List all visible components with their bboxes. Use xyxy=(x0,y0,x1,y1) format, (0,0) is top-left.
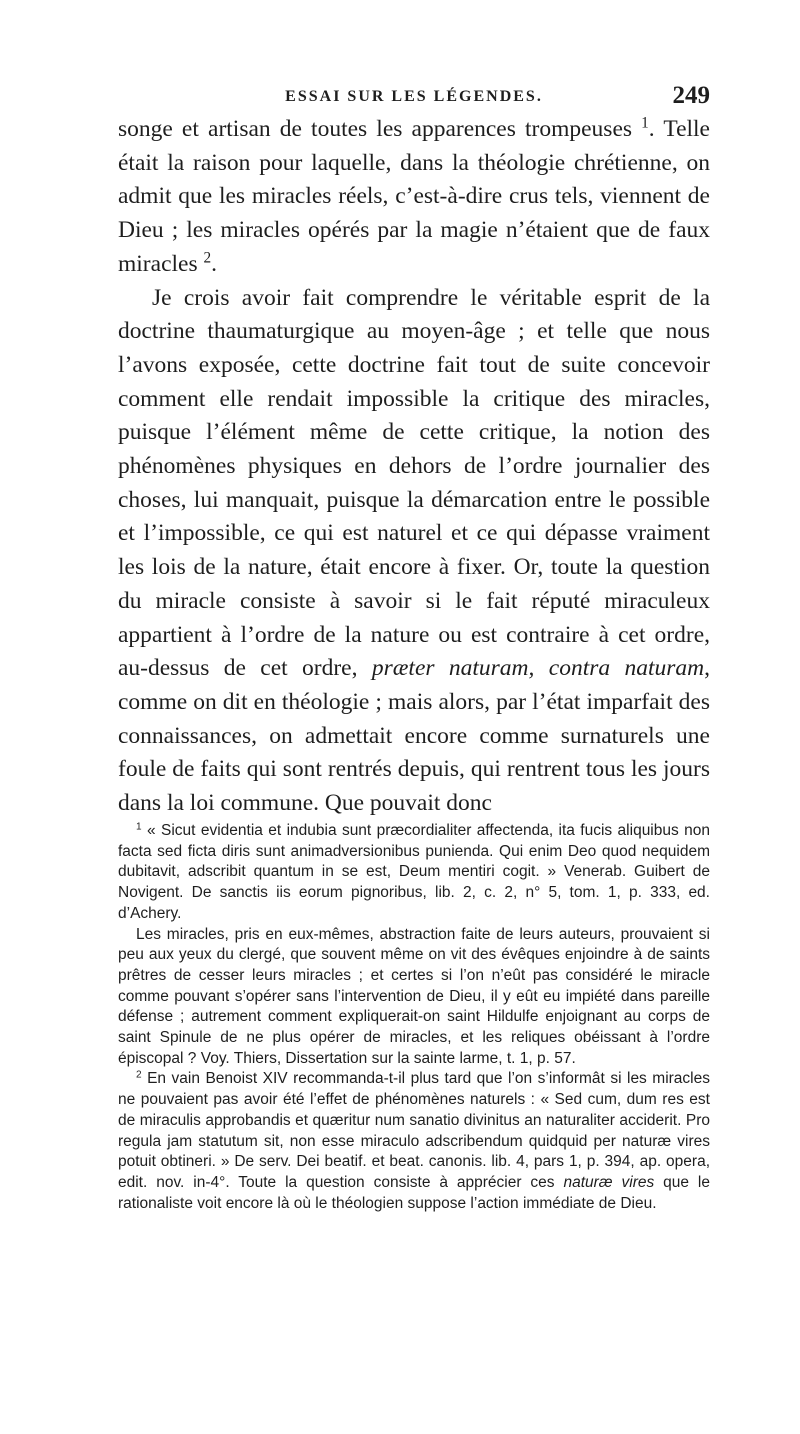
footnote-ref-2: 2 xyxy=(203,249,212,267)
footnote-1-text: « Sicut evidentia et indubia sunt præcordialiter affectenda, ita fucis aliquibus non facta sed ficta diris sunt animadversionibus punienda. Qui enim Deo quod nequidem dubitavit, adscribit quantum in se est, Deum mentiri cogit. » Venerab. Guibert de Novigent. De sanctis iis eorum pignoribus, lib. 2, c. 2, n° 5, tom. 1, p. 333, ed. d’Achery. xyxy=(118,822,710,922)
footnote-1-continuation: Les miracles, pris en eux-mêmes, abstraction faite de leurs auteurs, prouvaient si peu aux yeux du clergé, que souvent même on vit des évêques enjoindre à de saints prêtres de cesser leurs miracles ; et certes si l’on n’eût pas considéré le miracle comme pouvant s’opérer sans l’intervention de Dieu, il y eût eu impiété dans pareille défense ; autrement comment expliquerait-on saint Hildulfe enjoignant au corps de saint Spinule de ne plus opérer de miracles, et les reliques obéissant à l’ordre épiscopal ? Voy. Thiers, Dissertation sur la sainte larme, t. 1, p. 57. xyxy=(118,925,710,1067)
footnote-2-latin: naturæ vires xyxy=(563,1173,655,1191)
latin-separator: , xyxy=(528,655,549,682)
footnotes xyxy=(118,821,710,1214)
latin-phrase-contra: contra naturam xyxy=(548,655,705,682)
main-text xyxy=(118,113,710,821)
paragraph-2-text-a: Je crois avoir fait comprendre le véritable esprit de la doctrine thaumaturgique au moyen-âge ; et telle que nous l’avons exposée, cette doctrine fait tout de suite concevoir comment elle rendait impossible la critique des miracles, puisque l’élément même de cette critique, la notion des phénomènes physiques en dehors de l’ordre journalier des choses, lui manquait, puisque la démarcation entre le possible et l’impossible, ce qui est naturel et ce qui dépasse vraiment les lois de la nature, était encore à fixer. Or, toute la question du miracle consiste à savoir si le fait réputé miraculeux appartient à l’ordre de la nature ou est contraire à cet ordre, au-dessus de cet ordre, xyxy=(118,284,710,682)
paragraph-1 xyxy=(118,113,710,282)
page-number: 249 xyxy=(672,82,710,109)
footnote-2-marker: 2 xyxy=(136,1069,142,1081)
footnote-ref-1: 1 xyxy=(641,114,649,132)
running-header xyxy=(118,82,710,112)
footnote-2-text-b: que le rationaliste voit encore là où le théologien suppose l’action immédiate de Dieu. xyxy=(118,1173,710,1212)
footnote-1 xyxy=(118,821,710,925)
footnote-2 xyxy=(118,1069,710,1214)
paragraph-1-text-a: songe et artisan de toutes les apparences trompeuses xyxy=(118,116,642,142)
paragraph-1-text-b: . Telle était la raison pour laquelle, dans la théologie chrétienne, on admit que les miracles réels, c’est-à-dire crus tels, viennent de Dieu ; les miracles opérés par la magie n’étaient que de faux miracles xyxy=(118,116,710,277)
paragraph-2 xyxy=(118,282,710,821)
footnote-1-marker: 1 xyxy=(136,821,142,833)
footnote-2-text-a: En vain Benoist XIV recommanda-t-il plus tard que l’on s’informât si les miracles ne pouvaient pas avoir été l’effet de phénomènes naturels : « Sed cum, dum res est de miraculis approbandis et quæritur num sanatio divinitus an naturaliter acciderit. Pro regula jam statutum sit, non esse miraculo adscribendum quidquid per naturæ vires potuit obtineri. » De serv. Dei beatif. et beat. canonis. lib. 4, pars 1, p. 394, ap. opera, edit. nov. in-4°. Toute la question consiste à apprécier ces xyxy=(118,1070,710,1191)
paragraph-2-text-b: , comme on dit en théologie ; mais alors, par l’état imparfait des connaissances, on admettait encore comme surnaturels une foule de faits qui sont rentrés depuis, qui rentrent tous les jours dans la loi commune. Que pouvait donc xyxy=(118,655,710,817)
latin-phrase-praeter: præter naturam xyxy=(371,655,529,682)
running-title: ESSAI SUR LES LÉGENDES. xyxy=(285,88,543,105)
paragraph-1-text-c: . xyxy=(211,250,217,277)
